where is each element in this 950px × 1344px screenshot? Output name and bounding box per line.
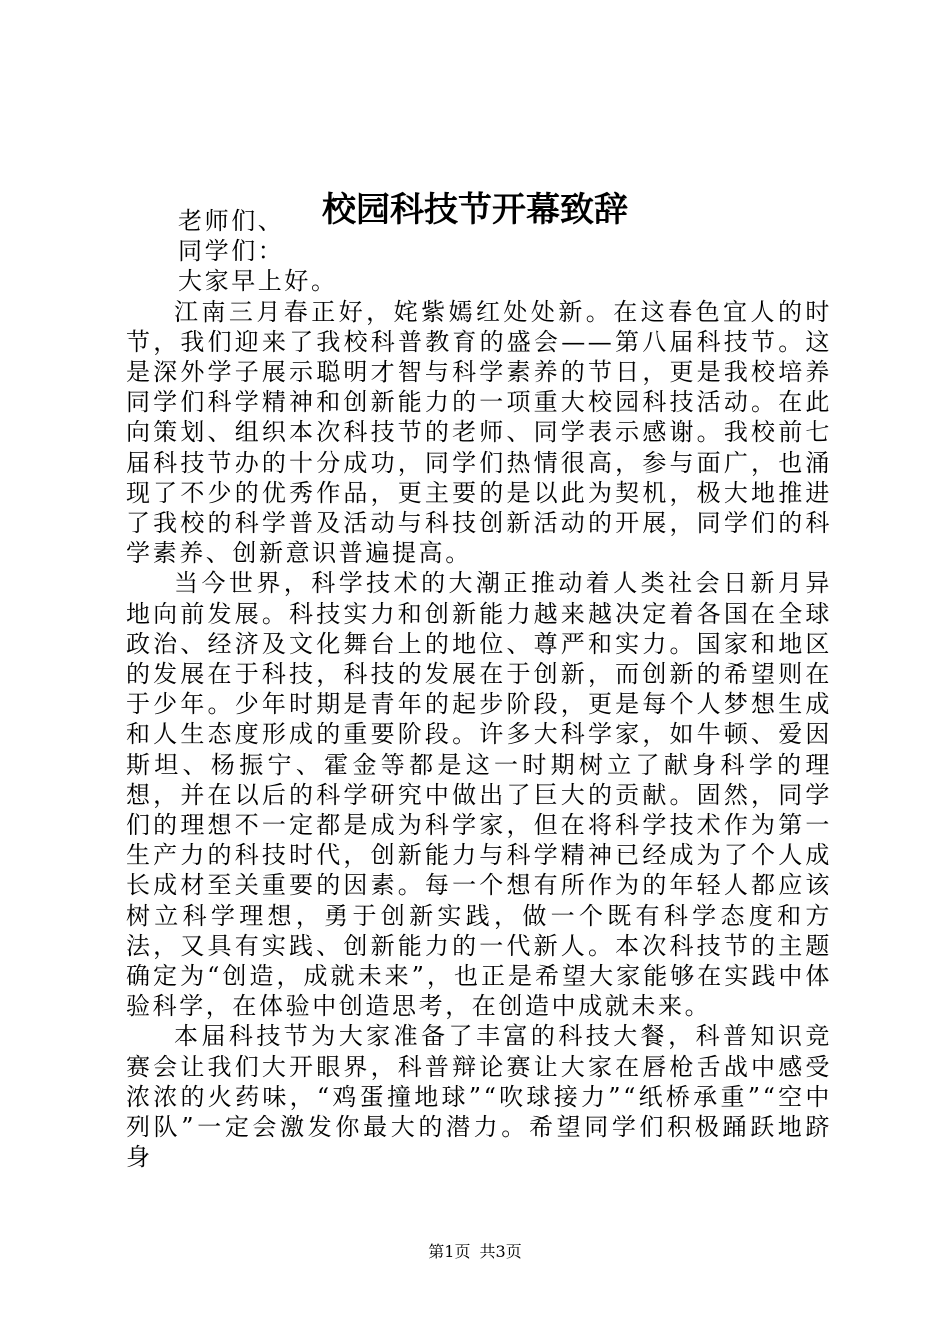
page-number: 第1页 [428, 1242, 471, 1261]
page-total: 共3页 [479, 1242, 522, 1261]
document-body [126, 206, 832, 1173]
paragraph-science-importance: 当今世界，科学技术的大潮正推动着人类社会日新月异地向前发展。科技实力和创新能力越来越决定着各国在全球政治、经济及文化舞台上的地位、尊严和实力。国家和地区的发展在于科技，科技的发展在于创新，而创新的希望则在于少年。少年时期是青年的起步阶段，更是每个人梦想生成和人生态度形成的重要阶段。许多大科学家，如牛顿、爱因斯坦、杨振宁、霍金等都是这一时期树立了献身科学的理想，并在以后的科学研究中做出了巨大的贡献。固然，同学们的理想不一定都是成为科学家，但在将科学技术作为第一生产力的科技时代，创新能力与科学精神已经成为了个人成长成材至关重要的因素。每一个想有所作为的年轻人都应该树立科学理想，勇于创新实践，做一个既有科学态度和方法，又具有实践、创新能力的一代新人。本次科技节的主题确定为“创造，成就未来”，也正是希望大家能够在实践中体验科学，在体验中创造思考，在创造中成就未来。 [126, 569, 832, 1021]
salutation-teachers: 老师们、 [178, 207, 285, 235]
salutation-students: 同学们： [178, 237, 285, 266]
paragraph-activities: 本届科技节为大家准备了丰富的科技大餐，科普知识竞赛会让我们大开眼界，科普辩论赛让大家在唇枪舌战中感受浓浓的火药味，“鸡蛋撞地球”“吹球接力”“纸桥承重”“空中列队”一定会激发你最大的潜力。希望同学们积极踊跃地跻身 [126, 1022, 832, 1172]
document-title: 校园科技节开幕致辞 [322, 190, 628, 230]
greeting: 大家早上好。 [178, 267, 338, 296]
page-footer [0, 1241, 950, 1263]
paragraph-opening: 江南三月春正好，姹紫嫣红处处新。在这春色宜人的时节，我们迎来了我校科普教育的盛会——第八届科技节。这是深外学子展示聪明才智与科学素养的节日，更是我校培养同学们科学精神和创新能力的一项重大校园科技活动。在此向策划、组织本次科技节的老师、同学表示感谢。我校前七届科技节办的十分成功，同学们热情很高，参与面广，也涌现了不少的优秀作品，更主要的是以此为契机，极大地推进了我校的科学普及活动与科技创新活动的开展，同学们的科学素养、创新意识普遍提高。 [126, 297, 832, 568]
